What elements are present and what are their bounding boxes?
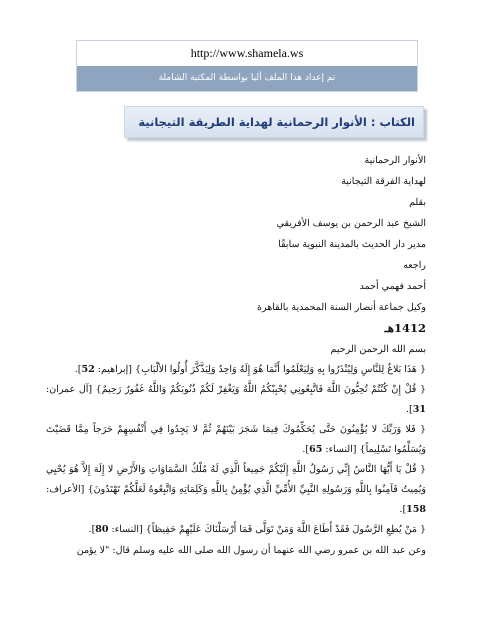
verse-paragraph	[46, 520, 426, 540]
verse-ref: 31	[412, 404, 426, 415]
verse-end: ].	[406, 404, 413, 415]
verse-text: { مَنْ يُطِعِ الرَّسُولَ فَقَدْ أَطَاعَ اللَّهَ وَمَنْ تَوَلَّى فَمَا أَرْسَلْنَاكَ عَلَيْهِمْ حَفِيظاً} [النساء:	[108, 524, 426, 535]
verse-paragraph	[46, 360, 426, 380]
generated-note: تم إعداد هذا الملف آليا بواسطة المكتبة الشاملة	[77, 66, 417, 91]
verse-text: { قُلْ يَا أَيُّهَا النَّاسُ إِنِّي رَسُولُ اللَّهِ إِلَيْكُمْ جَمِيعاً الَّذِي لَهُ مُلْكُ السَّمَاوَاتِ وَالأَرْضِ لا إِلَهَ إِلاَّ هُوَ يُحْيِي وَيُمِيتُ فَآمِنُوا بِاللَّهِ وَرَسُولِهِ النَّبِيِّ الأُمِّيِّ الَّذِي يُؤْمِنُ بِاللَّهِ وَكَلِمَاتِهِ وَاتَّبِعُوهُ لَعَلَّكُمْ تَهْتَدُونَ} [الأعراف:	[46, 464, 426, 495]
intro-line: لهداية الفرقة التيجانية	[341, 176, 426, 187]
intro-line: راجعه	[403, 260, 426, 271]
verse-paragraph	[46, 420, 426, 460]
verse-end: ].	[302, 444, 310, 455]
verse-paragraph	[46, 380, 426, 420]
publication-year: 1412هـ	[384, 321, 426, 335]
intro-line: بقلم	[409, 197, 426, 208]
intro-line: الشيخ عبد الرحمن بن يوسف الأفريقي	[276, 218, 426, 229]
basmala: بسم الله الرحمن الرحيم	[330, 344, 426, 355]
verse-ref: 65	[309, 444, 323, 455]
hadith-line: وعن عبد الله بن عمرو رضي الله عنهما أن رسول الله صلى الله عليه وسلم قال: "لا يؤمن	[76, 545, 426, 556]
document-body	[46, 150, 426, 561]
verse-text: { قُلْ إِنْ كُنْتُمْ تُحِبُّونَ اللَّهَ فَاتَّبِعُونِي يُحْبِبْكُمُ اللَّهُ وَيَغْفِرْ لَكُمْ ذُنُوبَكُمْ وَاللَّهُ غَفُورٌ رَحِيمٌ} [آل عمران:	[46, 384, 426, 395]
verse-ref: 52	[81, 364, 95, 375]
intro-line: أحمد فهمي أحمد	[359, 281, 426, 292]
verse-text: { فَلا وَرَبِّكَ لا يُؤْمِنُونَ حَتَّى يُحَكِّمُوكَ فِيمَا شَجَرَ بَيْنَهُمْ ثُمَّ لا يَجِدُوا فِي أَنْفُسِهِمْ حَرَجاً مِمَّا قَضَيْتَ وَيُسَلِّمُوا تَسْلِيماً} [النساء:	[46, 424, 426, 455]
site-url-link[interactable]: http://www.shamela.ws	[77, 41, 417, 66]
intro-line: مدير دار الحديث بالمدينة النبوية سابقًا	[278, 239, 426, 250]
header-banner	[76, 40, 418, 92]
book-title-box: الكتاب : الأنوار الرحمانية لهداية الطريقة التيجانية	[124, 106, 424, 138]
verse-ref: 80	[95, 524, 109, 535]
intro-line: وكيل جماعة أنصار السنة المحمدية بالقاهرة	[256, 302, 426, 313]
verse-end: ].	[399, 504, 407, 515]
verse-end: ].	[88, 524, 96, 535]
verse-paragraph	[46, 460, 426, 520]
verse-text: { هَذَا بَلاغٌ لِلنَّاسِ وَلِيُنْذَرُوا بِهِ وَلِيَعْلَمُوا أَنَّمَا هُوَ إِلَهٌ وَاحِدٌ وَلِيَذَّكَّرَ أُولُوا الألْبَابِ} [إبراهيم:	[94, 364, 426, 375]
intro-line: الأنوار الرحمانية	[364, 155, 426, 166]
verse-end: ].	[74, 364, 82, 375]
verse-ref: 158	[406, 504, 426, 515]
